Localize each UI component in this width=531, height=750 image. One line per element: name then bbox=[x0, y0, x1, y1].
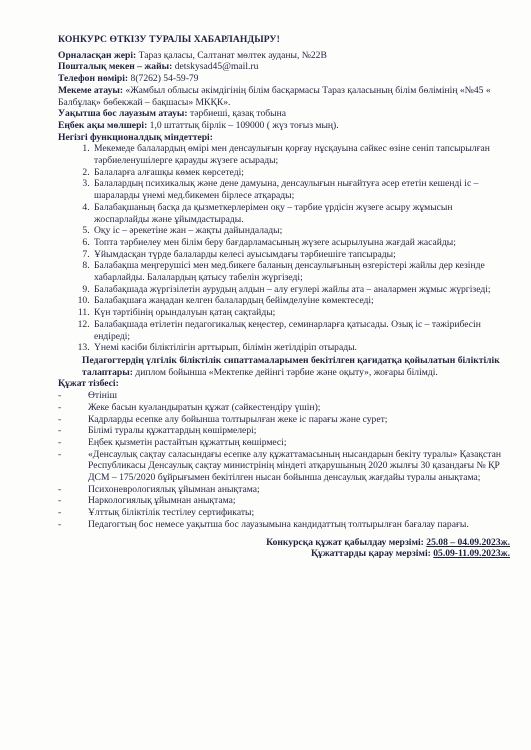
doc-item bbox=[58, 425, 510, 437]
dash-marker: - bbox=[58, 507, 62, 519]
qualification-value: диплом бойынша «Мектепке дейінгі тәрбие және оқыту», жоғары білімді. bbox=[132, 366, 438, 378]
duty-item: 12. Балабақшада өтілетін педагогикалық кеңестер, семинарларға қатысады. Озық іс – тәжірибесін ендіреді; bbox=[92, 319, 510, 342]
review-deadline bbox=[58, 548, 510, 560]
doc-item bbox=[58, 519, 510, 531]
email-label: Пошталық мекен – жайы: bbox=[58, 61, 173, 73]
organization-label: Мекеме атауы: bbox=[58, 84, 124, 96]
position-value: тәрбиеші, қазақ тобына bbox=[187, 108, 286, 120]
email-value: detskysad45@mail.ru bbox=[172, 61, 259, 73]
dash-marker: - bbox=[58, 436, 62, 448]
document-title: КОНКУРС ӨТКІЗУ ТУРАЛЫ ХАБАРЛАНДЫРУ! bbox=[58, 34, 280, 45]
dash-marker: - bbox=[58, 413, 62, 425]
duty-item: 11. Күн тәртібінің орындалуын қатаң сақтайды; bbox=[92, 307, 510, 319]
doc-text: Психоневрологиялық ұйымнан анықтама; bbox=[88, 483, 260, 495]
duty-item: 4. Балабақшаның басқа да қызметкерлерімен оқу – тәрбие үрдісін жүзеге асыру жұмысын жоспарлайды және ұйымдастырады. bbox=[92, 202, 510, 225]
salary-value: 1,0 штаттық бірлік – 109000 ( жүз тоғыз мың). bbox=[147, 119, 339, 131]
location-label: Орналасқан жері: bbox=[58, 49, 137, 61]
doc-text: Өтініш bbox=[88, 390, 117, 402]
doc-item bbox=[58, 402, 510, 414]
phone-label: Телефон нөмірі: bbox=[58, 73, 129, 85]
duty-item: 6. Топта тәрбиелеу мен білім беру бағдарламасының жүзеге асырылуына жағдай жасайды; bbox=[92, 237, 510, 249]
submission-deadline-value: 25.08 – 04.09.2023ж. bbox=[426, 536, 510, 548]
salary-line bbox=[58, 120, 510, 132]
duty-item: 1. Мекемеде балалардың өмірі мен денсаулығын қорғау нұсқауына сәйкес өзіне сеніп тапсырылған тәрбиеленушілерге қарауды жүзеге асырады; bbox=[92, 143, 510, 166]
duty-item: 13. Үнемі кәсіби біліктілігін арттырып, білімін жетілдіріп отырады. bbox=[92, 342, 510, 354]
duty-item: 9. Балабақшада жүргізілетін аурудың алдын – алу егулері жайлы ата – аналармен жұмыс жүргізеді; bbox=[92, 284, 510, 296]
doc-item bbox=[58, 484, 510, 496]
doc-text: «Денсаулық сақтау саласындағы есепке алу құжаттамасының нысандарын бекіту туралы» Қазақстан Республикасы Денсаулық сақтау министрінің міндеті атқарушының 2020 жылғы 30 қазандағы № ҚР ДСМ – 175/2020 бұйрығымен бекітілген нысан бойынша денсаулық жағдайы туралы анықтама; bbox=[88, 448, 501, 484]
dash-marker: - bbox=[58, 483, 62, 495]
duty-item: 10. Балабақшаға жаңадан келген балалардың бейімделуіне көмектеседі; bbox=[92, 295, 510, 307]
duties-heading: Негізгі функционалдық міндеттері: bbox=[58, 131, 213, 143]
announcement-body bbox=[58, 34, 510, 560]
doc-item bbox=[58, 414, 510, 426]
position-label: Уақытша бос лауазым атауы: bbox=[58, 108, 188, 120]
dash-marker: - bbox=[58, 518, 62, 530]
doc-text: Педагогтың бос немесе уақытша бос лауазымына кандидаттың толтырылған бағалау парағы. bbox=[88, 518, 469, 530]
duty-item: 2. Балаларға алғашқы көмек көрсетеді; bbox=[92, 167, 510, 179]
submission-deadline-label: Конкурсқа құжат қабылдау мерзімі: bbox=[266, 536, 427, 548]
doc-item bbox=[58, 495, 510, 507]
duty-item: 5. Оқу іс – әрекетіне жан – жақты дайындалады; bbox=[92, 225, 510, 237]
phone-line bbox=[58, 73, 510, 85]
doc-text: Ұлттық біліктілік тестілеу сертификаты; bbox=[88, 507, 255, 519]
doc-text: Жеке басын куәландыратын құжат (сәйкестендіру үшін); bbox=[88, 401, 321, 413]
doc-text: Білімі туралы құжаттардың көшірмелері; bbox=[88, 425, 257, 437]
doc-item bbox=[58, 449, 510, 484]
doc-item bbox=[58, 390, 510, 402]
doc-text: Наркологиялық ұйымнан анықтама; bbox=[88, 495, 236, 507]
dash-marker: - bbox=[58, 401, 62, 413]
dash-marker: - bbox=[58, 390, 62, 402]
qualification-label: Педагогтердің үлгілік біліктілік сипаттамаларымен бекітілген қағидатқа қойылатын біліктілік талаптары: bbox=[82, 354, 500, 378]
docs-heading: Құжат тізбесі: bbox=[58, 378, 119, 390]
phone-value: 8(7262) 54-59-79 bbox=[128, 73, 199, 85]
review-deadline-value: 05.09-11.09.2023ж. bbox=[433, 548, 510, 560]
qualification-requirements bbox=[82, 355, 510, 378]
review-deadline-label: Құжаттарды қарау мерзімі: bbox=[310, 548, 434, 560]
doc-text: Кадрларды есепке алу бойынша толтырылған жеке іс парағы және сурет; bbox=[88, 413, 388, 425]
dash-marker: - bbox=[58, 495, 62, 507]
duty-item: 3. Балалардың психикалық және дене дамуына, денсаулығын нығайтуға әсер ететін кешенді іс – шараларды үнемі мед.бикемен бірлесе атқарады; bbox=[92, 178, 510, 201]
submission-deadline bbox=[58, 537, 510, 549]
organization-value: «Жамбыл облысы әкімдігінің білім басқармасы Тараз қаласының білім бөлімінің «№45 « Балбұлақ» бөбекжай – бақшасы» МКҚК». bbox=[58, 84, 491, 108]
duty-item: 8. Балабақша меңгерушісі мен мед.бикеге баланың денсаулығының өзгерістері жайлы дер кезінде хабарлайды. Балалардың қатысу табелін жүргізеді; bbox=[92, 260, 510, 283]
duties-list bbox=[58, 143, 510, 354]
location-line bbox=[58, 50, 510, 62]
dash-marker: - bbox=[58, 425, 62, 437]
salary-label: Еңбек ақы мөлшері: bbox=[58, 119, 148, 131]
position-line bbox=[58, 108, 510, 120]
email-line bbox=[58, 61, 510, 73]
duty-item: 7. Ұйымдасқан түрде балаларды келесі ауысымдағы тәрбиешіге тапсырады; bbox=[92, 249, 510, 261]
doc-item bbox=[58, 437, 510, 449]
organization-line bbox=[58, 85, 510, 108]
docs-list bbox=[58, 390, 510, 530]
dash-marker: - bbox=[58, 448, 62, 460]
doc-text: Еңбек қызметін растайтын құжаттың көшірмесі; bbox=[88, 436, 287, 448]
doc-item bbox=[58, 507, 510, 519]
location-value: Тараз қаласы, Салтанат мөлтек ауданы, №22В bbox=[136, 49, 327, 61]
